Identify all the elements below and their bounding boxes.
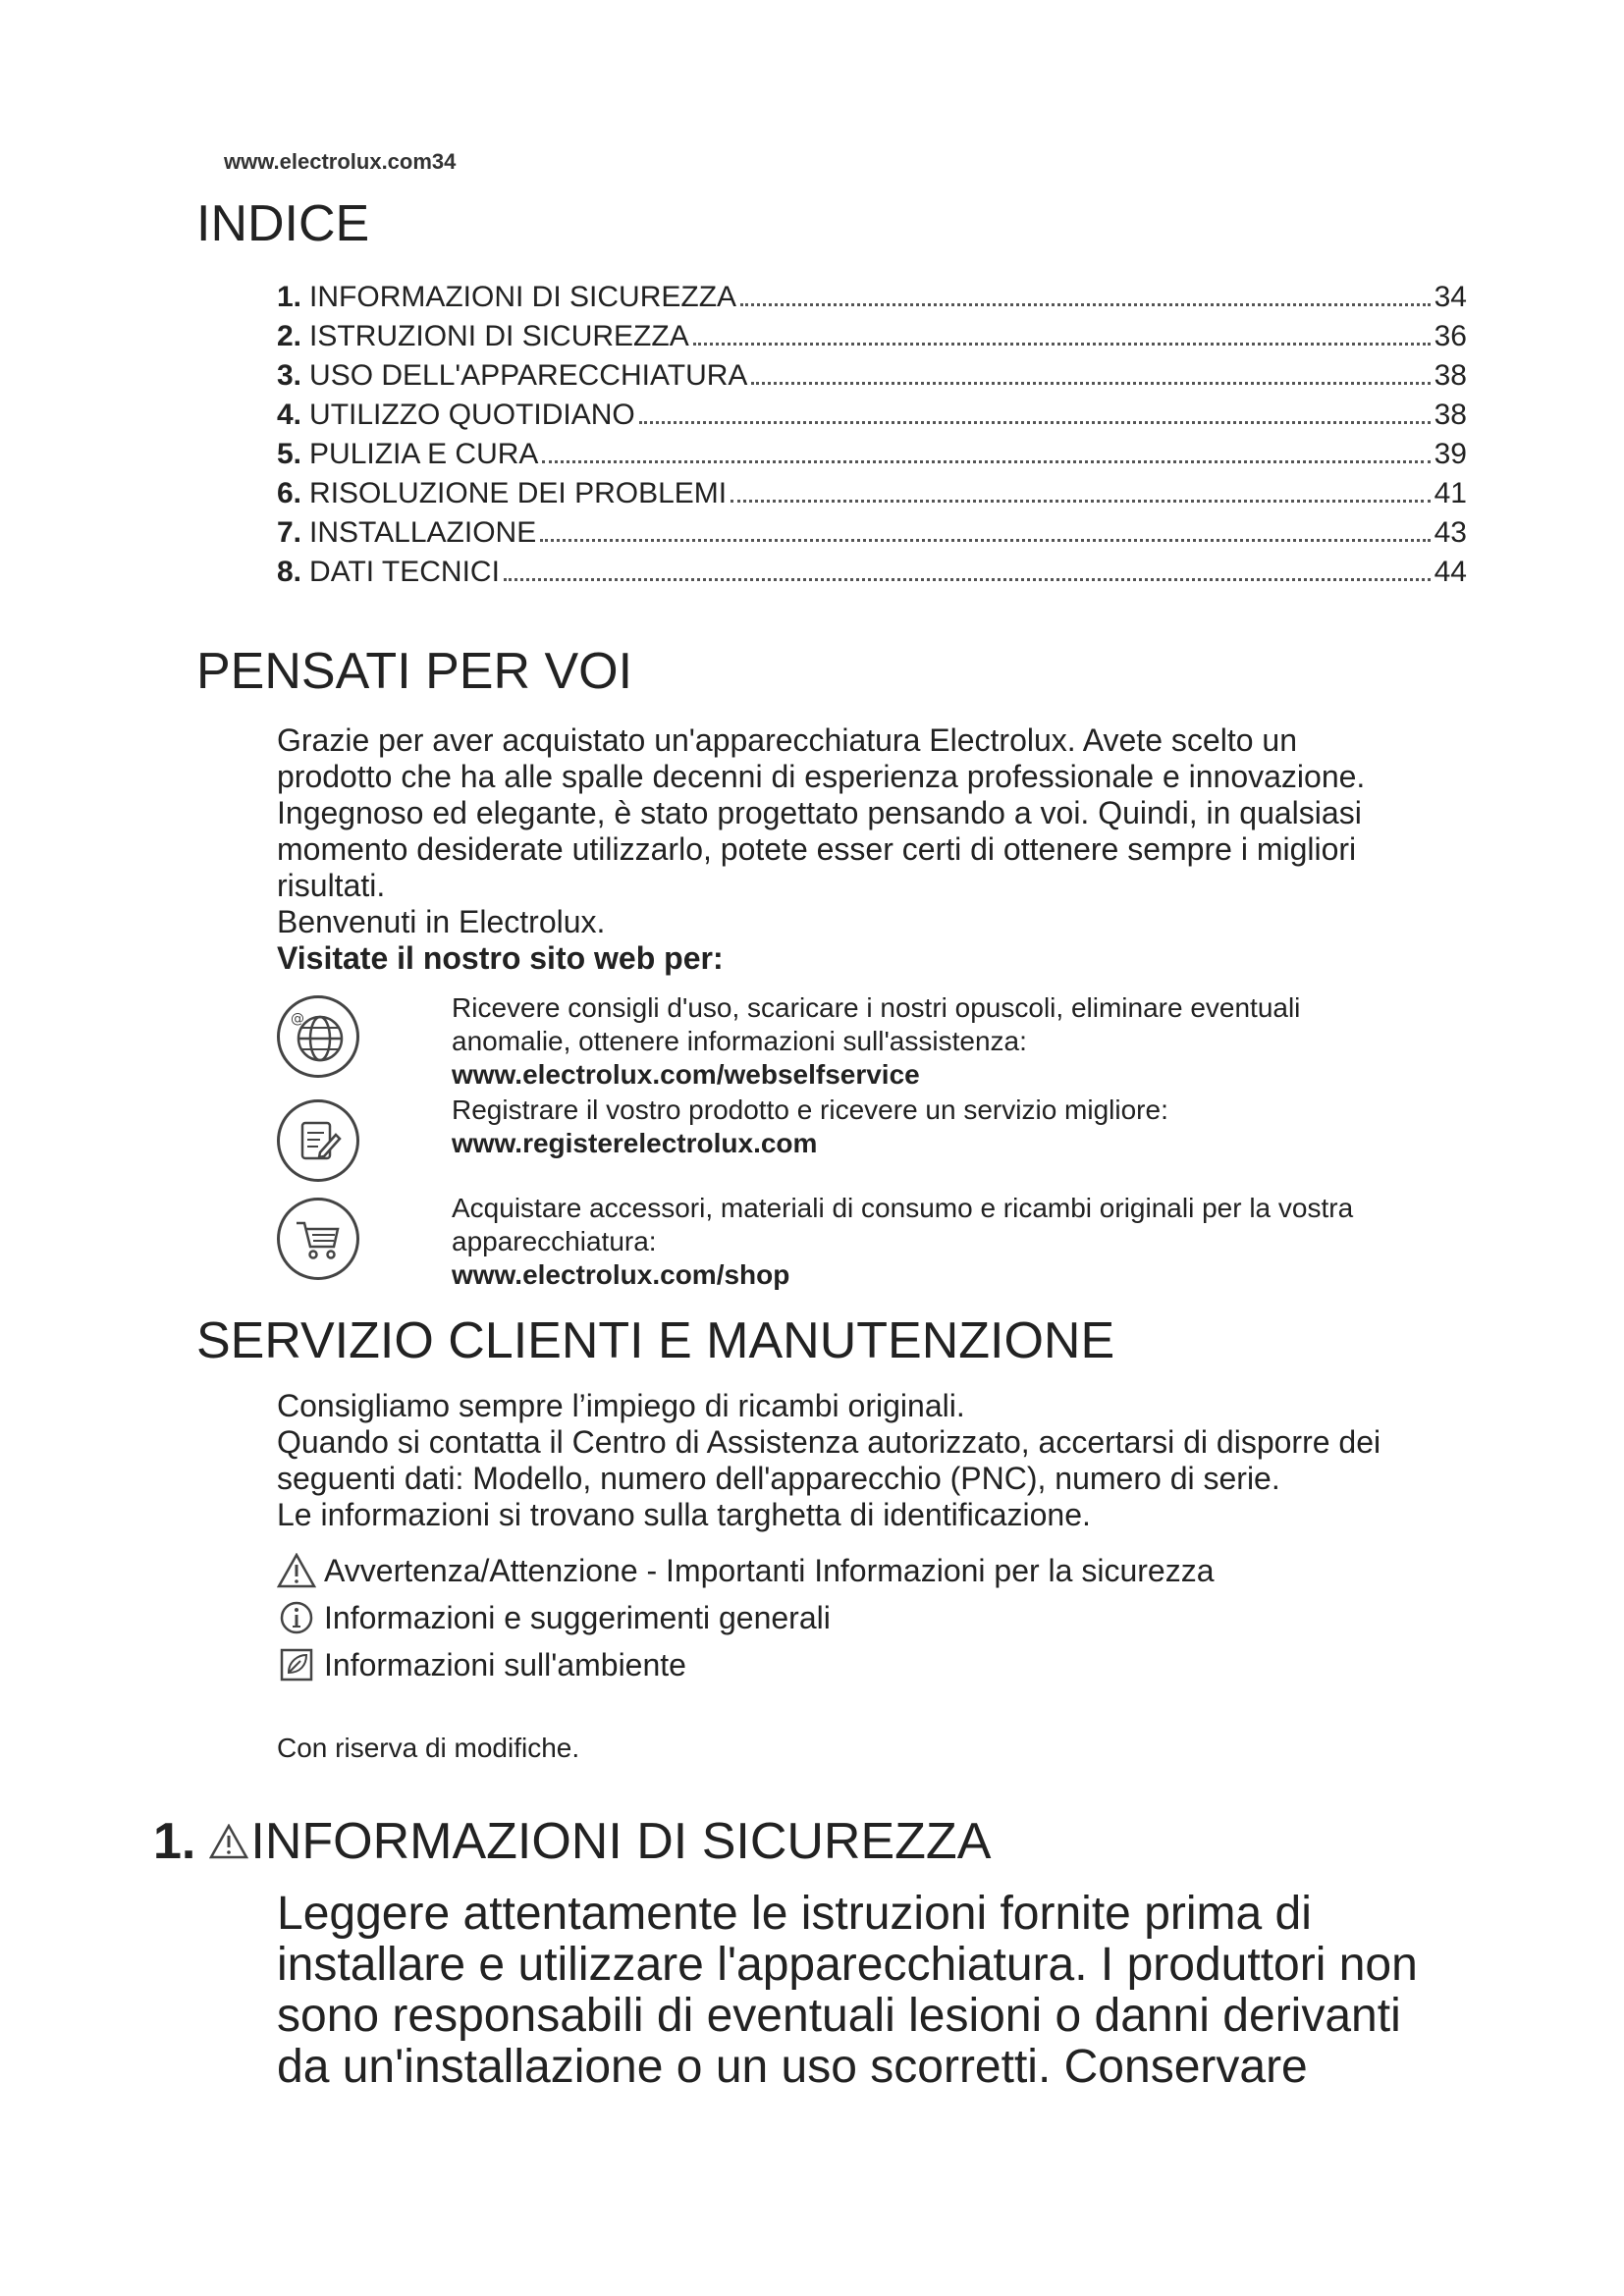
welcome-line: Benvenuti in Electrolux. (277, 904, 606, 939)
toc-number: 3. (277, 359, 302, 392)
toc-leader-dots (740, 303, 1431, 306)
legend-row-info (277, 1594, 1514, 1641)
info-icon (277, 1598, 316, 1637)
paragraph-line: Grazie per aver acquistato un'apparecchiatura Electrolux. Avete scelto un (277, 722, 1297, 758)
toc-page: 43 (1434, 516, 1467, 549)
paragraph-line: da un'installazione o un uso scorretti. Conservare (277, 2041, 1308, 2093)
link-block-register (452, 1094, 1492, 1160)
toc-label: INFORMAZIONI DI SICUREZZA (309, 281, 737, 313)
legend-label: Informazioni sull'ambiente (324, 1646, 686, 1682)
toc-number: 8. (277, 556, 302, 588)
toc-row[interactable] (277, 477, 1467, 516)
paragraph-line: Quando si contatta il Centro di Assistenza autorizzato, accertarsi di disporre dei (277, 1424, 1381, 1460)
paragraph-line: prodotto che ha alle spalle decenni di esperienza professionale e innovazione. (277, 759, 1366, 794)
paragraph-line: Leggere attentamente le istruzioni fornite prima di (277, 1888, 1312, 1940)
link-description-line: anomalie, ottenere informazioni sull'assistenza: (452, 1026, 1027, 1056)
toc-leader-dots (542, 460, 1430, 463)
toc-label: DATI TECNICI (309, 556, 500, 588)
toc-leader-dots (639, 421, 1431, 424)
toc-leader-dots (731, 500, 1431, 503)
link-description-line: Acquistare accessori, materiali di consumo e ricambi originali per la vostra (452, 1193, 1354, 1223)
toc-label: RISOLUZIONE DEI PROBLEMI (309, 477, 728, 509)
link-block-webselfservice (452, 991, 1492, 1092)
paragraph-line: Ingegnoso ed elegante, è stato progettato pensando a voi. Quindi, in qualsiasi (277, 795, 1362, 830)
webselfservice-link[interactable]: www.electrolux.com/webselfservice (452, 1059, 920, 1090)
toc-leader-dots (540, 539, 1430, 542)
toc-row[interactable] (277, 556, 1467, 595)
paragraph-line: risultati. (277, 868, 386, 903)
toc-row[interactable] (277, 399, 1467, 438)
legend-row-environment (277, 1641, 1514, 1688)
toc-page: 41 (1434, 477, 1467, 509)
toc-number: 4. (277, 399, 302, 431)
toc-label: PULIZIA E CURA (309, 438, 539, 470)
servizio-text (277, 1388, 1514, 1533)
page-header-website: www.electrolux.com34 (224, 149, 457, 174)
toc-row[interactable] (277, 320, 1467, 359)
warning-icon (209, 1824, 248, 1859)
link-description-line: apparecchiatura: (452, 1226, 657, 1256)
toc-page: 38 (1434, 359, 1467, 392)
register-link[interactable]: www.registerelectrolux.com (452, 1128, 818, 1158)
servizio-title: SERVIZIO CLIENTI E MANUTENZIONE (196, 1312, 1115, 1369)
paragraph-line: seguenti dati: Modello, numero dell'apparecchio (PNC), numero di serie. (277, 1461, 1280, 1496)
legend-row-warning (277, 1547, 1514, 1594)
toc-label: USO DELL'APPARECCHIATURA (309, 359, 748, 392)
warning-icon (277, 1551, 316, 1590)
pensati-title: PENSATI PER VOI (196, 643, 633, 700)
toc-leader-dots (751, 382, 1430, 385)
legend-label: Informazioni e suggerimenti generali (324, 1599, 831, 1635)
paragraph-line: installare e utilizzare l'apparecchiatura. I produttori non (277, 1939, 1418, 1991)
paragraph-line: Consigliamo sempre l’impiego di ricambi originali. (277, 1388, 965, 1423)
shop-link[interactable]: www.electrolux.com/shop (452, 1259, 790, 1290)
link-description-line: Ricevere consigli d'uso, scaricare i nostri opuscoli, eliminare eventuali (452, 992, 1301, 1023)
toc-label: ISTRUZIONI DI SICUREZZA (309, 320, 689, 352)
link-block-shop (452, 1192, 1492, 1292)
section-number: 1. (153, 1813, 196, 1870)
toc-label: INSTALLAZIONE (309, 516, 537, 549)
toc-number: 2. (277, 320, 302, 352)
register-icon (277, 1099, 359, 1182)
toc-row[interactable] (277, 516, 1467, 556)
section1-heading (153, 1812, 991, 1871)
toc-leader-dots (504, 578, 1431, 581)
legend-label: Avvertenza/Attenzione - Importanti Informazioni per la sicurezza (324, 1552, 1215, 1588)
toc-page: 39 (1434, 438, 1467, 470)
pensati-intro (277, 722, 1514, 977)
cart-icon (277, 1198, 359, 1280)
section-title: INFORMAZIONI DI SICUREZZA (250, 1813, 992, 1870)
toc-number: 7. (277, 516, 302, 549)
index-title: INDICE (196, 195, 370, 252)
symbol-legend (277, 1547, 1514, 1688)
toc-number: 6. (277, 477, 302, 509)
toc-number: 1. (277, 281, 302, 313)
toc-number: 5. (277, 438, 302, 470)
section1-text (277, 1889, 1553, 2093)
toc-row[interactable] (277, 438, 1467, 477)
toc-page: 44 (1434, 556, 1467, 588)
toc-label: UTILIZZO QUOTIDIANO (309, 399, 635, 431)
environment-icon (277, 1645, 316, 1684)
paragraph-line: Le informazioni si trovano sulla targhetta di identificazione. (277, 1497, 1091, 1532)
toc-leader-dots (693, 343, 1431, 346)
visit-label: Visitate il nostro sito web per: (277, 940, 724, 976)
svg-text:@: @ (291, 1011, 304, 1027)
modifications-note: Con riserva di modifiche. (277, 1733, 580, 1763)
toc-page: 34 (1434, 281, 1467, 313)
toc-page: 38 (1434, 399, 1467, 431)
toc-row[interactable] (277, 359, 1467, 399)
link-description-line: Registrare il vostro prodotto e ricevere un servizio migliore: (452, 1095, 1168, 1125)
table-of-contents (277, 281, 1467, 595)
paragraph-line: sono responsabili di eventuali lesioni o danni derivanti (277, 1990, 1401, 2042)
toc-row[interactable] (277, 281, 1467, 320)
paragraph-line: momento desiderate utilizzarlo, potete esser certi di ottenere sempre i migliori (277, 831, 1357, 867)
globe-icon (277, 995, 359, 1078)
toc-page: 36 (1434, 320, 1467, 352)
